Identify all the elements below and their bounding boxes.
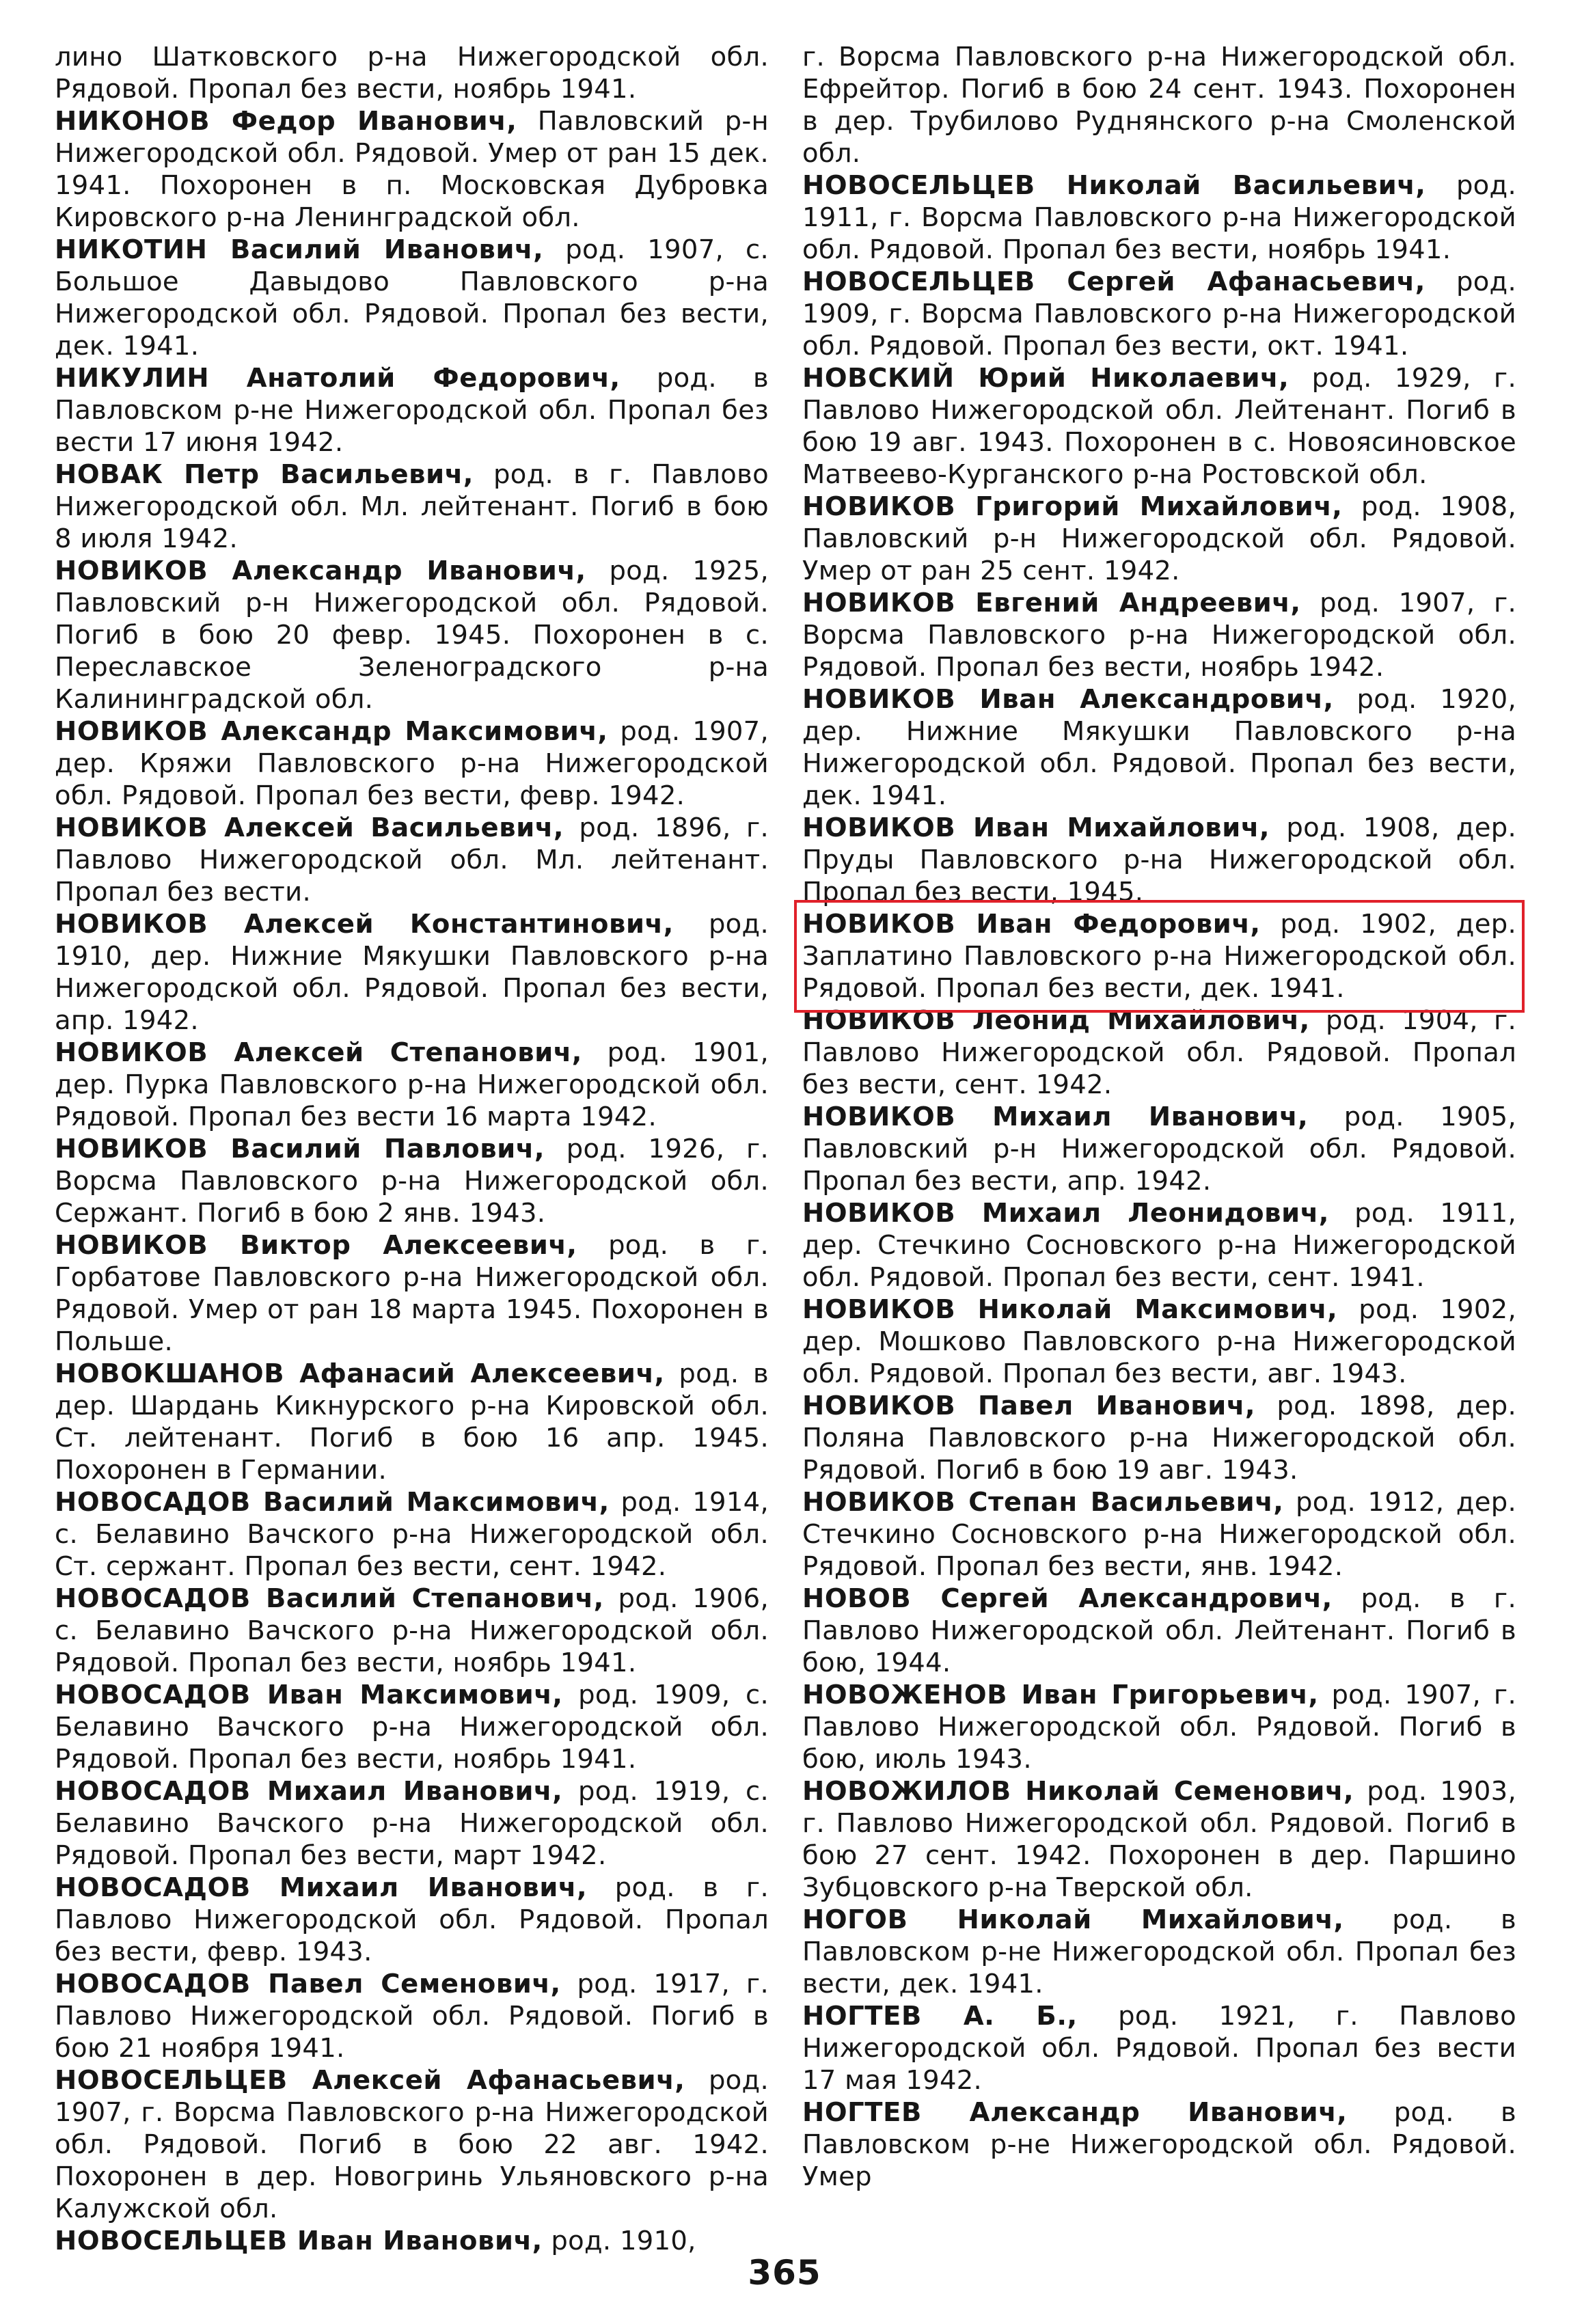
list-entry bbox=[802, 1197, 1516, 1294]
entry-text: род. 1909, г. Ворсма Павловского р-на Нижегородской обл. Рядовой. Пропал без вести, окт. 1941. bbox=[802, 266, 1517, 361]
entry-text: род. 1919, с. Белавино Вачского р-на Нижегородской обл. Рядовой. Пропал без вести, март 1942. bbox=[55, 1776, 769, 1871]
list-entry bbox=[55, 715, 769, 812]
list-entry bbox=[55, 1037, 769, 1133]
left-column bbox=[55, 41, 769, 2257]
entry-name: НОВОСАДОВ Михаил Иванович, bbox=[55, 1872, 588, 1903]
entry-name: НОВОСАДОВ Василий Максимович, bbox=[55, 1487, 610, 1518]
list-entry bbox=[802, 2096, 1516, 2193]
entry-text: род. 1904, г. Павлово Нижегородской обл. Рядовой. Пропал без вести, сент. 1942. bbox=[802, 1005, 1517, 1100]
entry-text: род. 1907, с. Большое Давыдово Павловского р-на Нижегородской обл. Рядовой. Пропал без вести, дек. 1941. bbox=[55, 234, 769, 361]
entry-name: НОВИКОВ Григорий Михайлович, bbox=[802, 491, 1343, 522]
entry-text: род. 1921, г. Павлово Нижегородской обл. Рядовой. Пропал без вести 17 мая 1942. bbox=[802, 2001, 1516, 2096]
entry-name: НОВИКОВ Алексей Васильевич, bbox=[55, 812, 564, 843]
entry-name: НОВОСЕЛЬЦЕВ Иван Иванович, bbox=[55, 2226, 543, 2256]
entry-name: НОВИКОВ Михаил Леонидович, bbox=[802, 1198, 1329, 1229]
entry-name: НОВИКОВ Виктор Алексеевич, bbox=[55, 1230, 577, 1261]
list-entry bbox=[55, 2064, 769, 2225]
entry-text: г. Ворсма Павловского р-на Нижегородской обл. Ефрейтор. Погиб в бою 24 сент. 1943. Похоронен в дер. Трубилово Руднянского р-на Смоленской обл. bbox=[802, 42, 1516, 169]
entry-text: род. 1910, дер. Нижние Мякушки Павловского р-на Нижегородской обл. Рядовой. Пропал без вести, апр. 1942. bbox=[55, 909, 769, 1036]
list-entry bbox=[802, 1004, 1516, 1101]
entry-text: Павловский р-н Нижегородской обл. Рядовой. Умер от ран 15 дек. 1941. Похоронен в п. Московская Дубровка Кировского р-на Ленинградской обл. bbox=[55, 106, 769, 233]
list-entry bbox=[802, 2000, 1516, 2096]
entry-name: НОГОВ Николай Михайлович, bbox=[802, 1904, 1344, 1935]
list-entry bbox=[55, 1775, 769, 1872]
entry-text: род. 1925, Павловский р-н Нижегородской обл. Рядовой. Погиб в бою 20 февр. 1945. Похоронен в с. Переславское Зеленоградского р-на Калининградской обл. bbox=[55, 556, 769, 715]
list-entry bbox=[55, 908, 769, 1037]
list-entry bbox=[802, 491, 1516, 587]
list-entry bbox=[802, 1679, 1516, 1775]
entry-text: род. 1920, дер. Нижние Мякушки Павловского р-на Нижегородской обл. Рядовой. Пропал без вести, дек. 1941. bbox=[802, 684, 1516, 811]
entry-text: род. 1905, Павловский р-н Нижегородской обл. Рядовой. Пропал без вести, апр. 1942. bbox=[802, 1102, 1516, 1197]
entry-text: род. 1907, г. Ворсма Павловского р-на Нижегородской обл. Рядовой. Пропал без вести, ноябрь 1942. bbox=[802, 588, 1517, 683]
entry-text: лино Шатковского р-на Нижегородской обл. Рядовой. Пропал без вести, ноябрь 1941. bbox=[55, 42, 769, 105]
highlighted-entry bbox=[802, 908, 1516, 1004]
entry-name: НОВИКОВ Александр Иванович, bbox=[55, 556, 586, 586]
entry-name: НИКОТИН Василий Иванович, bbox=[55, 234, 544, 265]
list-entry bbox=[55, 1679, 769, 1775]
entry-name: НОГТЕВ Александр Иванович, bbox=[802, 2097, 1348, 2128]
entry-name: НОВОКШАНОВ Афанасий Алексеевич, bbox=[55, 1358, 665, 1389]
entry-name: НОВИКОВ Александр Максимович, bbox=[55, 716, 608, 747]
entry-text: род. в г. Горбатове Павловского р-на Нижегородской обл. Рядовой. Умер от ран 18 марта 1945. Похоронен в Польше. bbox=[55, 1230, 769, 1357]
entry-name: НОВИКОВ Иван Федорович, bbox=[802, 909, 1261, 940]
entry-text: род. 1902, дер. Мошково Павловского р-на Нижегородской обл. Рядовой. Пропал без вести, авг. 1943. bbox=[802, 1294, 1516, 1389]
list-entry bbox=[55, 41, 769, 105]
entry-name: НОВСКИЙ Юрий Николаевич, bbox=[802, 363, 1290, 394]
entry-text: род. 1907, г. Ворсма Павловского р-на Нижегородской обл. Рядовой. Погиб в бою 22 авг. 1942. Похоронен в дер. Новогринь Ульяновского р-на Калужской обл. bbox=[55, 2065, 769, 2224]
entry-text: род. 1909, с. Белавино Вачского р-на Нижегородской обл. Рядовой. Пропал без вести, ноябрь 1941. bbox=[55, 1680, 769, 1775]
entry-text: род. 1907, г. Павлово Нижегородской обл. Рядовой. Погиб в бою, июль 1943. bbox=[802, 1680, 1516, 1775]
entry-text: род. 1910, bbox=[542, 2226, 696, 2256]
entry-name: НОВОСЕЛЬЦЕВ Алексей Афанасьевич, bbox=[55, 2065, 685, 2096]
right-column bbox=[802, 41, 1516, 2193]
list-entry bbox=[55, 105, 769, 234]
entry-name: НОВОЖЕНОВ Иван Григорьевич, bbox=[802, 1680, 1319, 1710]
list-entry bbox=[802, 1775, 1516, 1904]
list-entry bbox=[802, 1294, 1516, 1390]
entry-text: род. 1901, дер. Пурка Павловского р-на Нижегородской обл. Рядовой. Пропал без вести 16 марта 1942. bbox=[55, 1037, 769, 1132]
list-entry bbox=[55, 1872, 769, 1968]
entry-name: НОВИКОВ Павел Иванович, bbox=[802, 1391, 1256, 1421]
entry-text: род. 1906, с. Белавино Вачского р-на Нижегородской обл. Рядовой. Пропал без вести, ноябрь 1941. bbox=[55, 1583, 769, 1678]
list-entry bbox=[55, 1583, 769, 1679]
entry-name: НОВИКОВ Алексей Степанович, bbox=[55, 1037, 583, 1068]
entry-text: род. 1908, дер. Пруды Павловского р-на Нижегородской обл. Пропал без вести, 1945. bbox=[802, 812, 1516, 907]
entry-text: род. 1912, дер. Стечкино Сосновского р-на Нижегородской обл. Рядовой. Пропал без вести, янв. 1942. bbox=[802, 1487, 1516, 1582]
list-entry bbox=[55, 1229, 769, 1358]
entry-text: род. 1911, г. Ворсма Павловского р-на Нижегородской обл. Рядовой. Пропал без вести, ноябрь 1941. bbox=[802, 170, 1516, 265]
entry-text: род. 1911, дер. Стечкино Сосновского р-на Нижегородской обл. Рядовой. Пропал без вести, сент. 1941. bbox=[802, 1198, 1516, 1293]
entry-name: НОВИКОВ Михаил Иванович, bbox=[802, 1102, 1309, 1132]
list-entry bbox=[802, 1904, 1516, 2000]
list-entry bbox=[55, 1133, 769, 1229]
entry-text: род. 1929, г. Павлово Нижегородской обл. Лейтенант. Погиб в бою 19 авг. 1943. Похоронен в с. Новоясиновское Матвеево-Курганского р-на Ростовской обл. bbox=[802, 363, 1516, 490]
list-entry bbox=[55, 1968, 769, 2064]
list-entry bbox=[802, 683, 1516, 812]
entry-name: НОВИКОВ Леонид Михайлович, bbox=[802, 1005, 1310, 1036]
entry-text: род. 1898, дер. Поляна Павловского р-на Нижегородской обл. Рядовой. Погиб в бою 19 авг. 1943. bbox=[802, 1391, 1516, 1486]
list-entry bbox=[802, 41, 1516, 169]
entry-name: НОВИКОВ Алексей Константинович, bbox=[55, 909, 674, 940]
list-entry bbox=[802, 1101, 1516, 1197]
entry-name: НОВОСАДОВ Павел Семенович, bbox=[55, 1969, 561, 1999]
entry-text: род. 1907, дер. Кряжи Павловского р-на Нижегородской обл. Рядовой. Пропал без вести, февр. 1942. bbox=[55, 716, 769, 811]
list-entry bbox=[802, 1390, 1516, 1486]
list-entry bbox=[55, 459, 769, 555]
list-entry bbox=[55, 1486, 769, 1583]
list-entry bbox=[802, 1486, 1516, 1583]
entry-text: род. 1926, г. Ворсма Павловского р-на Нижегородской обл. Сержант. Погиб в бою 2 янв. 1943. bbox=[55, 1134, 769, 1229]
list-entry bbox=[802, 1583, 1516, 1679]
entry-name: НОВОЖИЛОВ Николай Семенович, bbox=[802, 1776, 1354, 1807]
page-number: 365 bbox=[748, 2253, 821, 2293]
entry-name: НОВОСАДОВ Иван Максимович, bbox=[55, 1680, 563, 1710]
entry-name: НОВОВ Сергей Александрович, bbox=[802, 1583, 1333, 1614]
entry-name: НОВИКОВ Иван Александрович, bbox=[802, 684, 1334, 715]
entry-name: НОВИКОВ Николай Максимович, bbox=[802, 1294, 1338, 1325]
entry-text: род. в г. Павлово Нижегородской обл. Рядовой. Пропал без вести, февр. 1943. bbox=[55, 1872, 769, 1967]
entry-text: род. в Павловском р-не Нижегородской обл. Рядовой. Умер bbox=[802, 2097, 1516, 2192]
list-entry bbox=[802, 362, 1516, 491]
list-entry bbox=[802, 169, 1516, 266]
entry-name: НОВАК Петр Васильевич, bbox=[55, 459, 474, 490]
entry-name: НОВИКОВ Иван Михайлович, bbox=[802, 812, 1270, 843]
entry-text: род. в Павловском р-не Нижегородской обл. Пропал без вести 17 июня 1942. bbox=[55, 363, 769, 458]
entry-name: НОВОСАДОВ Михаил Иванович, bbox=[55, 1776, 563, 1807]
list-entry bbox=[802, 812, 1516, 908]
entry-name: НИКОНОВ Федор Иванович, bbox=[55, 106, 517, 137]
entry-text: род. 1903, г. Павлово Нижегородской обл. Рядовой. Погиб в бою 27 сент. 1942. Похоронен в дер. Паршино Зубцовского р-на Тверской обл. bbox=[802, 1776, 1516, 1903]
entry-name: НОВИКОВ Евгений Андреевич, bbox=[802, 588, 1301, 618]
list-entry bbox=[55, 812, 769, 908]
list-entry bbox=[802, 266, 1516, 362]
list-entry bbox=[802, 587, 1516, 683]
list-entry bbox=[55, 362, 769, 459]
entry-text: род. в дер. Шардань Кикнурского р-на Кировской обл. Ст. лейтенант. Погиб в бою 16 апр. 1945. Похоронен в Германии. bbox=[55, 1358, 769, 1486]
list-entry bbox=[55, 234, 769, 362]
entry-name: НОВОСЕЛЬЦЕВ Николай Васильевич, bbox=[802, 170, 1426, 201]
entry-name: НОВОСАДОВ Василий Степанович, bbox=[55, 1583, 604, 1614]
entry-name: НОВОСЕЛЬЦЕВ Сергей Афанасьевич, bbox=[802, 266, 1425, 297]
entry-name: НОВИКОВ Степан Васильевич, bbox=[802, 1487, 1284, 1518]
entry-name: НИКУЛИН Анатолий Федорович, bbox=[55, 363, 620, 394]
entry-text: род. в Павловском р-не Нижегородской обл. Пропал без вести, дек. 1941. bbox=[802, 1904, 1516, 1999]
entry-name: НОГТЕВ А. Б., bbox=[802, 2001, 1078, 2032]
entry-name: НОВИКОВ Василий Павлович, bbox=[55, 1134, 545, 1164]
entry-text: род. 1896, г. Павлово Нижегородской обл. Мл. лейтенант. Пропал без вести. bbox=[55, 812, 769, 907]
list-entry bbox=[55, 1358, 769, 1486]
list-entry bbox=[55, 555, 769, 715]
entry-text: род. 1908, Павловский р-н Нижегородской обл. Рядовой. Умер от ран 25 сент. 1942. bbox=[802, 491, 1516, 586]
entry-text: род. 1914, с. Белавино Вачского р-на Нижегородской обл. Ст. сержант. Пропал без вести, сент. 1942. bbox=[55, 1487, 769, 1582]
entry-text: род. 1902, дер. Заплатино Павловского р-на Нижегородской обл. Рядовой. Пропал без вести, дек. 1941. bbox=[802, 909, 1516, 1004]
entry-text: род. в г. Павлово Нижегородской обл. Лейтенант. Погиб в бою, 1944. bbox=[802, 1583, 1516, 1678]
entry-text: род. 1917, г. Павлово Нижегородской обл. Рядовой. Погиб в бою 21 ноября 1941. bbox=[55, 1969, 769, 2064]
entry-text: род. в г. Павлово Нижегородской обл. Мл. лейтенант. Погиб в бою 8 июля 1942. bbox=[55, 459, 769, 554]
